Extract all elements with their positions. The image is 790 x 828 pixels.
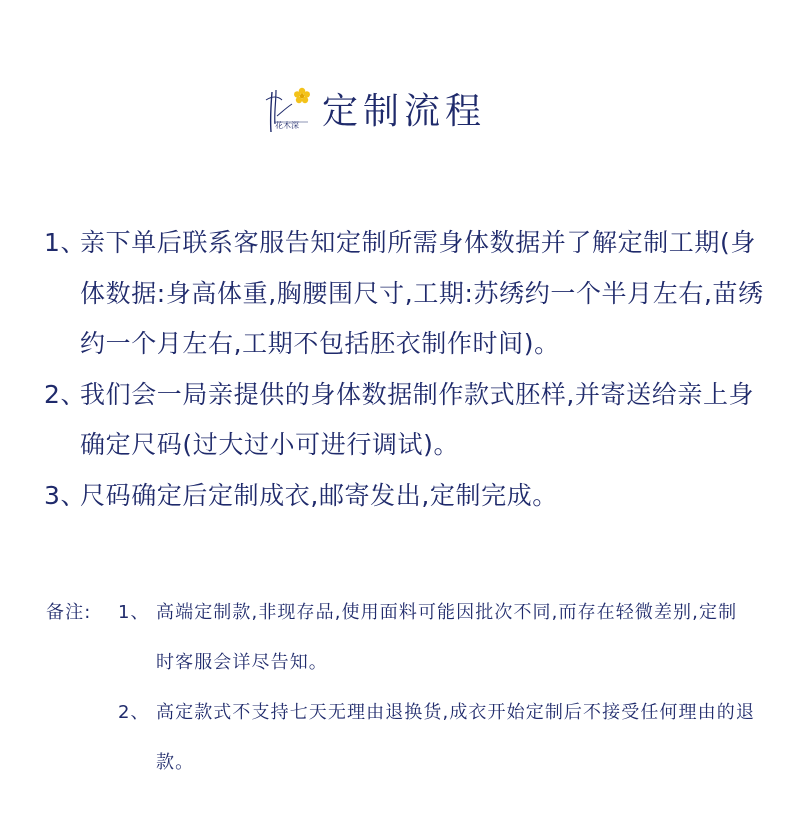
step-number: 3、 <box>44 480 87 510</box>
process-step <box>44 370 764 471</box>
notes-section <box>46 588 756 788</box>
process-step <box>44 471 764 522</box>
note-number: 2、 <box>118 702 150 723</box>
notes-label: 备注: <box>46 602 92 623</box>
step-text: 我们会一局亲提供的身体数据制作款式胚样,并寄送给亲上身确定尺码(过大过小可进行调试)。 <box>80 379 755 459</box>
note-item <box>46 688 756 788</box>
note-text: 高端定制款,非现存品,使用面料可能因批次不同,而存在轻微差别,定制时客服会详尽告知。 <box>156 602 738 673</box>
page-header <box>262 82 486 142</box>
process-steps <box>44 218 764 521</box>
process-step <box>44 218 764 370</box>
step-text: 亲下单后联系客服告知定制所需身体数据并了解定制工期(身体数据:身高体重,胸腰围尺寸,工期:苏绣约一个半月左右,苗绣约一个月左右,工期不包括胚衣制作时间)。 <box>80 228 764 358</box>
note-text: 高定款式不支持七天无理由退换货,成衣开始定制后不接受任何理由的退款。 <box>156 702 755 773</box>
step-text: 尺码确定后定制成衣,邮寄发出,定制完成。 <box>80 480 558 510</box>
note-item <box>46 588 756 688</box>
note-number: 1、 <box>118 602 150 623</box>
page-title: 定制流程 <box>322 91 487 132</box>
step-number: 2、 <box>44 379 87 409</box>
logo-text: 花木深 <box>275 121 299 130</box>
brand-logo <box>262 86 318 138</box>
step-number: 1、 <box>44 228 87 257</box>
